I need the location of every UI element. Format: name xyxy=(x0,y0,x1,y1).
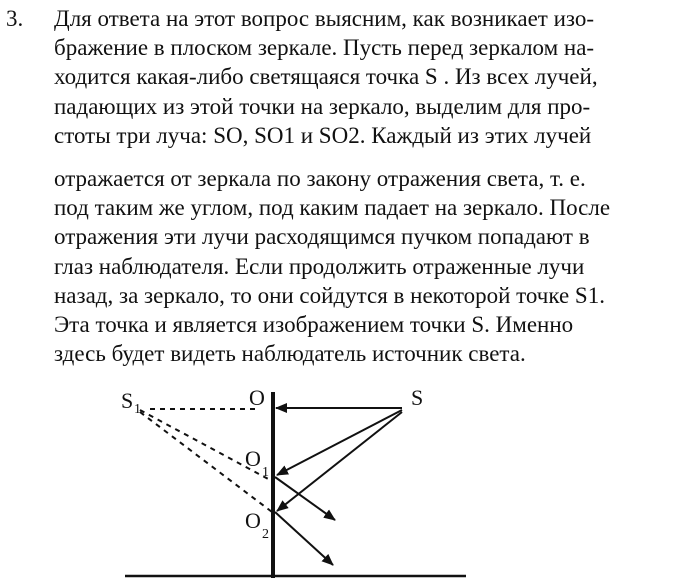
text-line: отражается от зеркала по закону отражения света, т. е. xyxy=(54,165,586,191)
text-line: глаз наблюдателя. Если продолжить отраженные лучи xyxy=(54,253,585,279)
text-line: падающих из этой точки на зеркало, выделим для про- xyxy=(54,93,591,119)
point-label-o: O xyxy=(249,385,265,410)
reflected-ray-o2 xyxy=(275,512,333,565)
text-line: здесь будет видеть наблюдатель источник света. xyxy=(54,341,526,367)
text-line: бражение в плоском зеркале. Пусть перед зеркалом на- xyxy=(54,35,595,61)
text-line: ходится какая-либо светящаяся точка S . Из всех лучей, xyxy=(54,64,598,90)
point-label-o2: O xyxy=(245,508,261,533)
text-line: Эта точка и является изображением точки S. Именно xyxy=(54,311,574,337)
text-line: под таким же углом, под каким падает на зеркало. После xyxy=(54,195,611,221)
point-label-o1: O xyxy=(245,446,261,471)
incident-ray-so1 xyxy=(277,410,402,475)
point-label-o2-subscript: 2 xyxy=(262,527,269,542)
problem-number: 3. xyxy=(6,6,24,31)
text-line: Для ответа на этот вопрос выясним, как возникает изо- xyxy=(54,6,594,31)
text-line: стоты три луча: SO, SO1 и SO2. Каждый из этих лучей xyxy=(54,122,592,148)
text-line: отражения эти лучи расходящимся пучком попадают в xyxy=(54,224,590,250)
reflected-ray-o1 xyxy=(275,477,335,520)
point-label-s1: S xyxy=(121,388,134,413)
point-label-s: S xyxy=(411,385,424,410)
text-line: назад, за зеркало, то они сойдутся в некоторой точке S1. xyxy=(54,282,605,308)
point-label-o1-subscript: 1 xyxy=(262,465,269,480)
incident-ray-so2 xyxy=(277,412,402,511)
point-label-s1-subscript: 1 xyxy=(134,402,141,417)
